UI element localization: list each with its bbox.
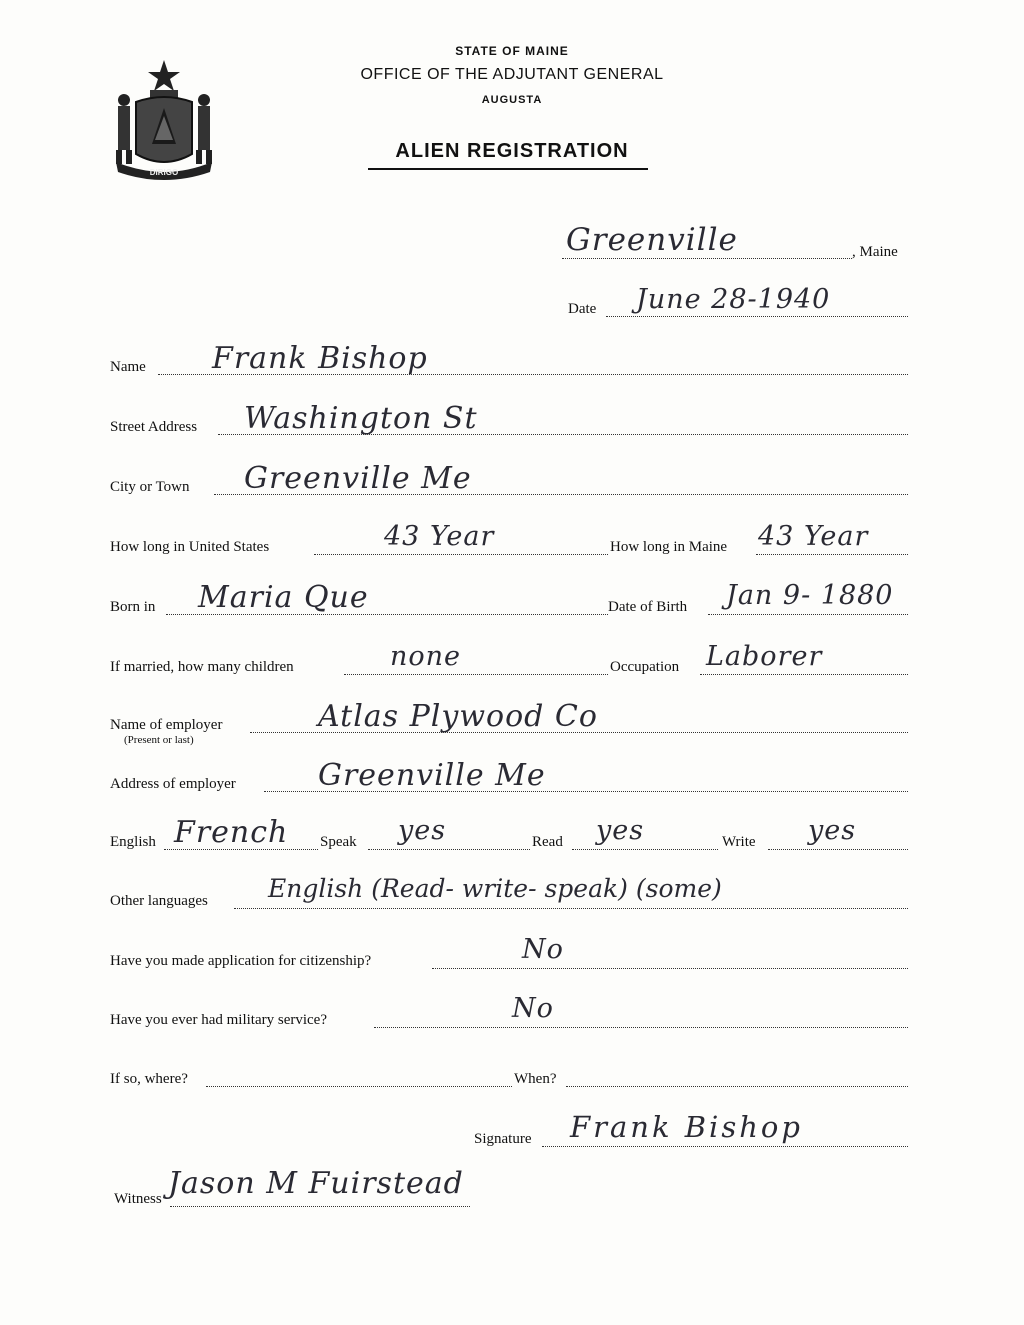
name-value: Frank Bishop xyxy=(212,341,428,376)
date-value: June 28-1940 xyxy=(636,284,831,315)
other-languages-value: English (Read- write- speak) (some) xyxy=(268,874,722,903)
emp-address-value: Greenville Me xyxy=(318,758,546,793)
citizenship-label: Have you made application for citizenship? xyxy=(110,953,372,969)
dob-value: Jan 9- 1880 xyxy=(726,580,894,611)
born-value: Maria Que xyxy=(198,580,369,615)
children-label: If married, how many children xyxy=(110,659,294,675)
street-label: Street Address xyxy=(110,419,198,435)
name-label: Name xyxy=(110,359,146,375)
title-underline xyxy=(368,168,648,170)
english-value: French xyxy=(174,815,289,850)
employer-sublabel: (Present or last) xyxy=(124,734,194,746)
us-value: 43 Year xyxy=(384,521,495,552)
header-state: STATE OF MAINE xyxy=(455,44,569,58)
other-languages-label: Other languages xyxy=(110,893,208,909)
read-value: yes xyxy=(596,815,645,846)
emp-address-label: Address of employer xyxy=(110,776,236,792)
witness-value: Jason M Fuirstead xyxy=(168,1166,464,1201)
maine-label: How long in Maine xyxy=(610,539,728,555)
maine-value: 43 Year xyxy=(758,521,869,552)
place-suffix-label: , Maine xyxy=(852,244,898,260)
maine-state-seal-icon xyxy=(108,58,220,182)
employer-value: Atlas Plywood Co xyxy=(318,699,598,734)
header-city: AUGUSTA xyxy=(481,94,543,106)
children-value: none xyxy=(390,641,462,672)
citizenship-value: No xyxy=(522,934,564,965)
witness-label: Witness xyxy=(114,1191,162,1207)
signature-label: Signature xyxy=(474,1131,532,1147)
read-label: Read xyxy=(532,834,563,850)
military-label: Have you ever had military service? xyxy=(110,1012,327,1028)
when-label: When? xyxy=(514,1071,557,1087)
where-label: If so, where? xyxy=(110,1071,188,1087)
city-label: City or Town xyxy=(110,479,190,495)
page-title: ALIEN REGISTRATION xyxy=(395,140,629,162)
write-value: yes xyxy=(808,815,857,846)
english-label: English xyxy=(110,834,156,850)
place-value: Greenville xyxy=(566,222,738,258)
born-label: Born in xyxy=(110,599,156,615)
occupation-label: Occupation xyxy=(610,659,680,675)
speak-value: yes xyxy=(398,815,447,846)
occupation-value: Laborer xyxy=(706,641,823,672)
dob-label: Date of Birth xyxy=(608,599,688,615)
speak-label: Speak xyxy=(320,834,357,850)
signature-value: Frank Bishop xyxy=(570,1110,803,1144)
us-label: How long in United States xyxy=(110,539,270,555)
write-label: Write xyxy=(722,834,756,850)
header-office: OFFICE OF THE ADJUTANT GENERAL xyxy=(360,66,664,83)
street-value: Washington St xyxy=(244,401,478,436)
date-label: Date xyxy=(568,301,597,317)
employer-label: Name of employer xyxy=(110,717,223,733)
seal-motto: DIRIGO xyxy=(149,168,179,177)
military-value: No xyxy=(512,993,554,1024)
city-value: Greenville Me xyxy=(244,461,472,496)
